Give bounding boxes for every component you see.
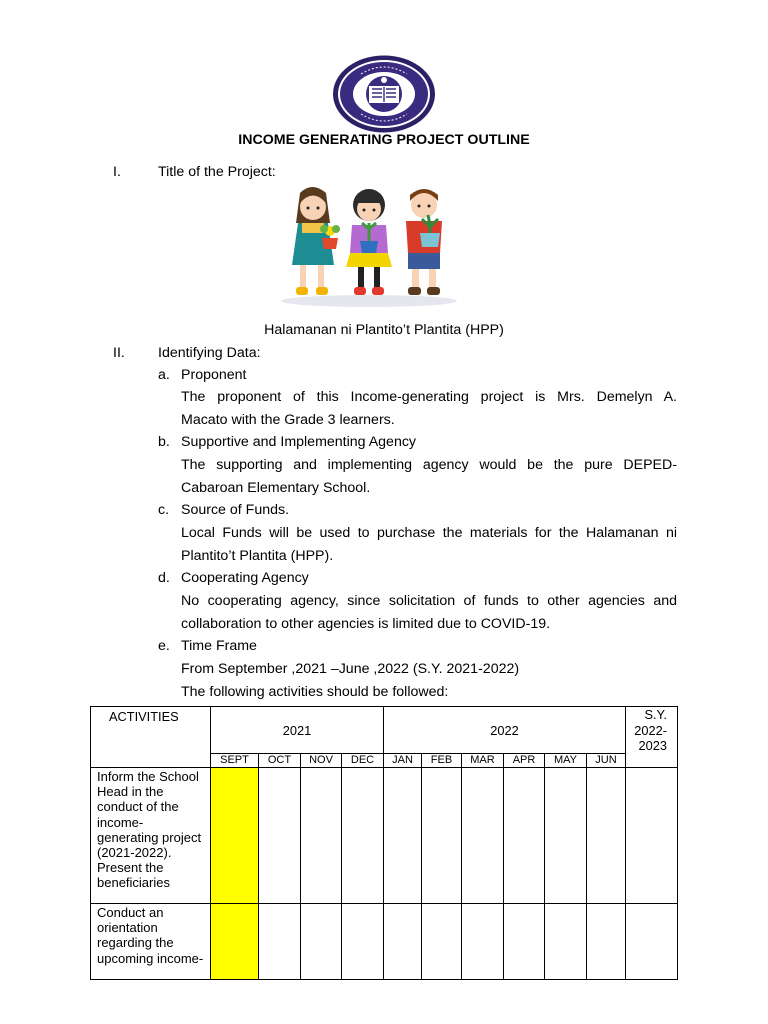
month-header: DEC bbox=[342, 754, 384, 768]
table-row bbox=[91, 768, 678, 904]
activity-schedule-table bbox=[90, 706, 678, 980]
schedule-cell-highlighted bbox=[211, 768, 259, 904]
schedule-cell bbox=[422, 768, 462, 904]
year-2022-header: 2022 bbox=[384, 707, 626, 754]
schedule-cell bbox=[626, 768, 678, 904]
section-2-label: Identifying Data: bbox=[158, 345, 261, 361]
activity-cell: Inform the School Head in the conduct of the income-generating project (2021-2022). Present the beneficiaries bbox=[91, 768, 211, 904]
sy-line-2: 2022- bbox=[634, 722, 667, 738]
school-seal-logo bbox=[331, 54, 437, 134]
item-a-letter: a. bbox=[158, 367, 170, 383]
schedule-cell bbox=[384, 768, 422, 904]
schedule-cell bbox=[626, 904, 678, 980]
schedule-cell bbox=[545, 904, 587, 980]
item-b-line-1: The supporting and implementing agency would be the pure DEPED- bbox=[181, 457, 677, 473]
item-c-body bbox=[181, 522, 677, 567]
item-e-line-2: The following activities should be followed: bbox=[181, 684, 449, 700]
month-header: MAR bbox=[462, 754, 504, 768]
item-e-heading: Time Frame bbox=[181, 638, 257, 654]
month-header: MAY bbox=[545, 754, 587, 768]
item-a-heading: Proponent bbox=[181, 367, 247, 383]
activity-cell: Conduct an orientation regarding the upcoming income- bbox=[91, 904, 211, 980]
schedule-cell bbox=[462, 904, 504, 980]
schedule-cell bbox=[342, 904, 384, 980]
item-b-heading: Supportive and Implementing Agency bbox=[181, 434, 417, 450]
schedule-cell bbox=[384, 904, 422, 980]
item-b-letter: b. bbox=[158, 434, 170, 450]
schedule-cell bbox=[462, 768, 504, 904]
schedule-cell bbox=[259, 904, 301, 980]
schedule-cell-highlighted bbox=[211, 904, 259, 980]
month-header: FEB bbox=[422, 754, 462, 768]
sy-line-1: S.Y. bbox=[644, 707, 667, 722]
schedule-cell bbox=[587, 904, 626, 980]
activities-header: ACTIVITIES bbox=[91, 707, 211, 768]
section-1-label: Title of the Project: bbox=[158, 164, 276, 180]
item-c-line-1: Local Funds will be used to purchase the materials for the Halamanan ni bbox=[181, 525, 677, 541]
month-header: NOV bbox=[301, 754, 342, 768]
item-b-body bbox=[181, 454, 677, 499]
item-e-letter: e. bbox=[158, 638, 170, 654]
item-c-heading: Source of Funds. bbox=[181, 502, 290, 518]
schedule-cell bbox=[504, 904, 545, 980]
item-d-line-1: No cooperating agency, since solicitation of funds to other agencies and bbox=[181, 593, 677, 609]
schedule-cell bbox=[259, 768, 301, 904]
item-d-body bbox=[181, 590, 677, 635]
item-a-line-1: The proponent of this Income-generating project is Mrs. Demelyn A. bbox=[181, 389, 677, 405]
item-a-line-2: Macato with the Grade 3 learners. bbox=[181, 411, 395, 428]
month-header: SEPT bbox=[211, 754, 259, 768]
item-e-line-1: From September ,2021 –June ,2022 (S.Y. 2021-2022) bbox=[181, 661, 520, 677]
schedule-cell bbox=[545, 768, 587, 904]
schedule-cell bbox=[301, 904, 342, 980]
month-header: APR bbox=[504, 754, 545, 768]
year-2021-header: 2021 bbox=[211, 707, 384, 754]
item-d-heading: Cooperating Agency bbox=[181, 570, 309, 586]
item-b-line-2: Cabaroan Elementary School. bbox=[181, 479, 371, 496]
schedule-cell bbox=[422, 904, 462, 980]
month-header: JAN bbox=[384, 754, 422, 768]
section-2-numeral: II. bbox=[113, 345, 125, 361]
item-d-line-2: collaboration to other agencies is limited due to COVID-19. bbox=[181, 615, 551, 632]
schedule-cell bbox=[504, 768, 545, 904]
item-c-line-2: Plantito’t Plantita (HPP). bbox=[181, 547, 334, 564]
page-title: INCOME GENERATING PROJECT OUTLINE bbox=[238, 132, 530, 148]
item-a-body bbox=[181, 386, 677, 431]
schedule-cell bbox=[342, 768, 384, 904]
month-header: OCT bbox=[259, 754, 301, 768]
schedule-cell bbox=[301, 768, 342, 904]
item-c-letter: c. bbox=[158, 502, 170, 518]
section-1-numeral: I. bbox=[113, 164, 121, 180]
item-d-letter: d. bbox=[158, 570, 170, 586]
schedule-cell bbox=[587, 768, 626, 904]
sy-2022-2023-header bbox=[626, 707, 678, 768]
sy-line-3: 2023 bbox=[638, 738, 667, 753]
kids-with-plants-illustration bbox=[278, 183, 460, 309]
month-header: JUN bbox=[587, 754, 626, 768]
table-row bbox=[91, 904, 678, 980]
project-name: Halamanan ni Plantito’t Plantita (HPP) bbox=[264, 322, 504, 338]
